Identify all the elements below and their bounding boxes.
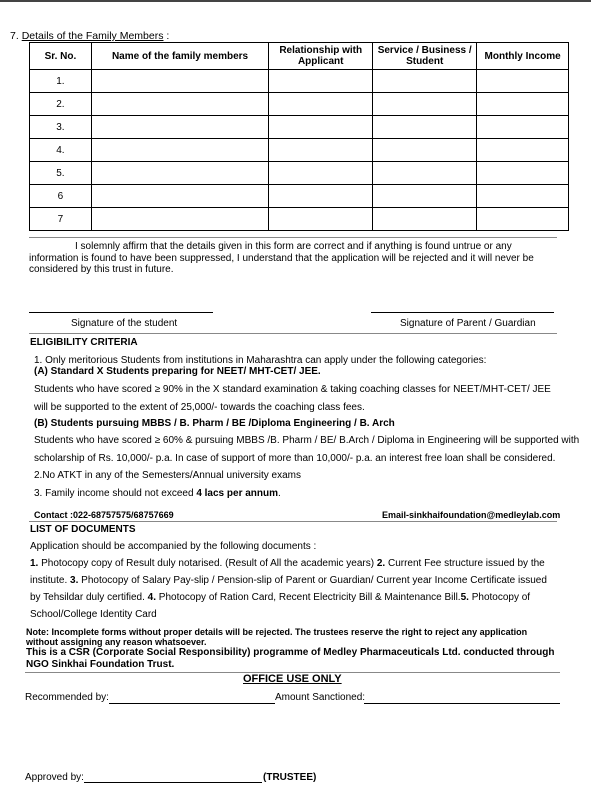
name-cell[interactable] <box>91 116 268 139</box>
table-header-row <box>30 43 569 70</box>
affirmation-line-1: I solemnly affirm that the details given in this form are correct and if anything is found untrue or any <box>75 241 512 252</box>
service-cell[interactable] <box>373 116 477 139</box>
category-b-line-1: Students who have scored ≥ 60% & pursuing MBBS /B. Pharm / BE/ B.Arch / Diploma in Engineering will be supported with <box>34 435 580 446</box>
relationship-cell[interactable] <box>269 139 373 162</box>
income-cell[interactable] <box>477 185 569 208</box>
row-number: 1. <box>30 70 92 93</box>
top-border <box>0 0 591 2</box>
relationship-cell[interactable] <box>269 70 373 93</box>
row-number: 7 <box>30 208 92 231</box>
amount-sanctioned-line[interactable] <box>364 703 560 704</box>
table-row <box>30 208 569 231</box>
documents-title: LIST OF DOCUMENTS <box>30 524 136 535</box>
relationship-cell[interactable] <box>269 93 373 116</box>
name-cell[interactable] <box>91 208 268 231</box>
row-number: 6 <box>30 185 92 208</box>
parent-signature-label: Signature of Parent / Guardian <box>400 318 536 329</box>
table-row <box>30 116 569 139</box>
row-number: 4. <box>30 139 92 162</box>
documents-line-1: 1. Photocopy copy of Result duly notarised. (Result of All the academic years) 2. Current Fee structure issued by the <box>30 558 545 569</box>
category-a-title: (A) Standard X Students preparing for NEET/ MHT-CET/ JEE. <box>34 366 321 377</box>
name-cell[interactable] <box>91 93 268 116</box>
parent-signature-line[interactable] <box>371 312 554 313</box>
student-signature-line[interactable] <box>29 312 213 313</box>
trustee-label: (TRUSTEE) <box>263 772 317 783</box>
student-signature-label: Signature of the student <box>71 318 178 329</box>
category-b-title: (B) Students pursuing MBBS / B. Pharm / BE /Diploma Engineering / B. Arch <box>34 418 395 429</box>
relationship-cell[interactable] <box>269 208 373 231</box>
name-cell[interactable] <box>91 185 268 208</box>
csr-line-2: NGO Sinkhai Foundation Trust. <box>26 659 175 670</box>
row-number: 3. <box>30 116 92 139</box>
relationship-cell[interactable] <box>269 162 373 185</box>
recommended-by-line[interactable] <box>109 703 275 704</box>
row-number: 5. <box>30 162 92 185</box>
header-income: Monthly Income <box>477 43 569 70</box>
documents-line-3: by Tehsildar duly certified. 4. Photocopy of Ration Card, Recent Electricity Bill & Maintenance Bill.5. Photocopy of <box>30 592 531 603</box>
service-cell[interactable] <box>373 208 477 231</box>
note-line-1: Note: Incomplete forms without proper details will be rejected. The trustees reserve the right to reject any application <box>26 627 528 637</box>
eligibility-title: ELIGIBILITY CRITERIA <box>30 337 138 348</box>
documents-line-4: School/College Identity Card <box>30 609 157 620</box>
eligibility-item-2: 2.No ATKT in any of the Semesters/Annual university exams <box>34 470 301 481</box>
income-cell[interactable] <box>477 162 569 185</box>
service-cell[interactable] <box>373 93 477 116</box>
name-cell[interactable] <box>91 70 268 93</box>
table-row <box>30 139 569 162</box>
service-cell[interactable] <box>373 185 477 208</box>
header-name: Name of the family members <box>91 43 268 70</box>
income-cell[interactable] <box>477 208 569 231</box>
divider <box>29 237 557 238</box>
section-7-title: 7. Details of the Family Members : <box>10 30 170 42</box>
divider <box>29 521 557 522</box>
table-row <box>30 185 569 208</box>
documents-intro: Application should be accompanied by the following documents : <box>30 541 317 552</box>
header-service: Service / Business / Student <box>373 43 477 70</box>
header-sr-no: Sr. No. <box>30 43 92 70</box>
header-relationship: Relationship with Applicant <box>269 43 373 70</box>
relationship-cell[interactable] <box>269 116 373 139</box>
row-number: 2. <box>30 93 92 116</box>
income-cell[interactable] <box>477 70 569 93</box>
name-cell[interactable] <box>91 139 268 162</box>
note-line-2: without assigning any reason whatsoever. <box>26 637 207 647</box>
category-a-line-2: will be supported to the extent of 25,000/- towards the coaching class fees. <box>34 402 365 413</box>
table-row <box>30 162 569 185</box>
family-members-table <box>29 42 569 231</box>
csr-line-1: This is a CSR (Corporate Social Responsibility) programme of Medley Pharmaceuticals Ltd. conducted through <box>26 647 555 658</box>
service-cell[interactable] <box>373 70 477 93</box>
office-use-title: OFFICE USE ONLY <box>243 673 342 685</box>
name-cell[interactable] <box>91 162 268 185</box>
category-a-line-1: Students who have scored ≥ 90% in the X standard examination & taking coaching classes for NEET/MHT-CET/ JEE <box>34 384 551 395</box>
category-b-line-2: scholarship of Rs. 10,000/- p.a. In case of support of more than 10,000/- p.a. an interest free loan shall be considered. <box>34 453 556 464</box>
divider <box>29 333 557 334</box>
service-cell[interactable] <box>373 162 477 185</box>
service-cell[interactable] <box>373 139 477 162</box>
relationship-cell[interactable] <box>269 185 373 208</box>
approved-by-label: Approved by: <box>25 772 84 783</box>
income-cell[interactable] <box>477 139 569 162</box>
amount-sanctioned-label: Amount Sanctioned: <box>275 692 366 703</box>
affirmation-line-2: information is found to have been suppressed, I understand that the application will be rejected and it will never be <box>29 253 534 264</box>
eligibility-intro: 1. Only meritorious Students from institutions in Maharashtra can apply under the following categories: <box>34 355 487 366</box>
approved-by-line[interactable] <box>84 782 262 783</box>
eligibility-item-3: 3. Family income should not exceed 4 lacs per annum. <box>34 488 281 499</box>
table-row <box>30 93 569 116</box>
contact-phone: Contact :022-68757575/68757669 <box>34 510 174 520</box>
table-row <box>30 70 569 93</box>
recommended-by-label: Recommended by: <box>25 692 109 703</box>
contact-email[interactable]: Email-sinkhaifoundation@medleylab.com <box>382 510 561 520</box>
documents-line-2: institute. 3. Photocopy of Salary Pay-slip / Pension-slip of Parent or Guardian/ Current year Income Certificate issued <box>30 575 547 586</box>
income-cell[interactable] <box>477 116 569 139</box>
income-cell[interactable] <box>477 93 569 116</box>
affirmation-line-3: considered by this trust in future. <box>29 264 174 275</box>
